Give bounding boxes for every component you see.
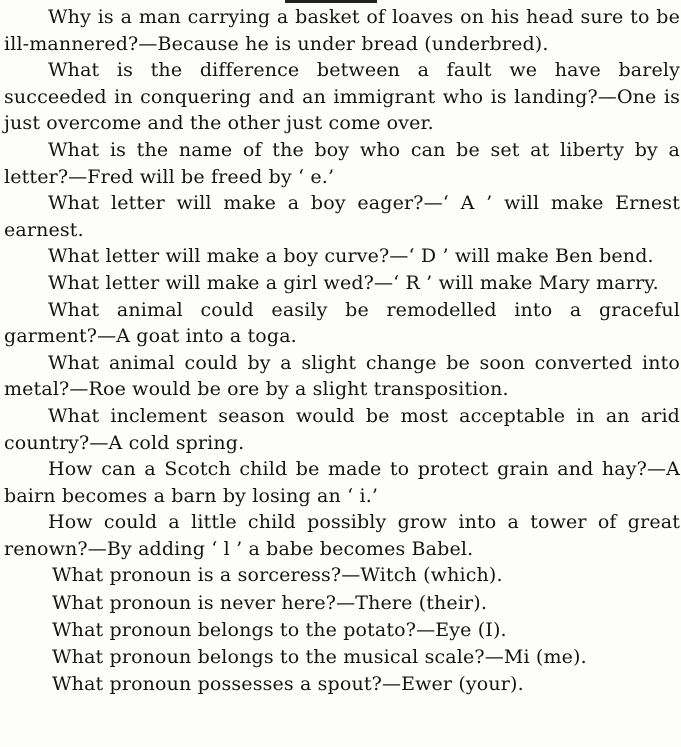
riddle-entry: What animal could by a slight change be soon converted into metal?—Roe would be ore by a slight transposition. — [4, 351, 680, 401]
pronoun-riddle: What pronoun is never here?—There (their). — [52, 591, 488, 614]
riddle-entry: What inclement season would be most acceptable in an arid country?—A cold spring. — [4, 404, 680, 454]
riddle-entry: What letter will make a boy curve?—‘ D ’ will make Ben bend. — [48, 245, 654, 268]
riddle-entry: What letter will make a girl wed?—‘ R ’ will make Mary marry. — [48, 271, 659, 294]
riddle-list — [4, 4, 680, 698]
riddle-entry: How can a Scotch child be made to protect grain and hay?—A bairn becomes a barn by losing an ‘ i.’ — [4, 458, 680, 507]
pronoun-riddle: What pronoun belongs to the musical scale?—Mi (me). — [52, 646, 587, 669]
riddle-entry: How could a little child possibly grow into a tower of great renown?—By adding ‘ l ’ a babe becomes Babel. — [4, 511, 680, 560]
pronoun-riddle: What pronoun possesses a spout?—Ewer (your). — [52, 673, 524, 696]
pronoun-riddle: What pronoun is a sorceress?—Witch (which). — [52, 564, 503, 587]
riddle-entry: What is the difference between a fault we have barely succeeded in conquering and an immigrant who is landing?—One is just overcome and the other just come over. — [4, 59, 680, 135]
riddle-entry: What is the name of the boy who can be set at liberty by a letter?—Fred will be freed by ‘ e.’ — [4, 138, 680, 188]
riddle-entry: What animal could easily be remodelled into a graceful garment?—A goat into a toga. — [4, 298, 680, 348]
riddle-entry: What letter will make a boy eager?—‘ A ’ will make Ernest earnest. — [4, 192, 680, 241]
pronoun-riddle: What pronoun belongs to the potato?—Eye (I). — [52, 618, 507, 641]
top-rule-fragment — [285, 0, 377, 3]
riddle-entry: Why is a man carrying a basket of loaves on his head sure to be ill-mannered?—Because he is under bread (underbred). — [4, 6, 680, 55]
